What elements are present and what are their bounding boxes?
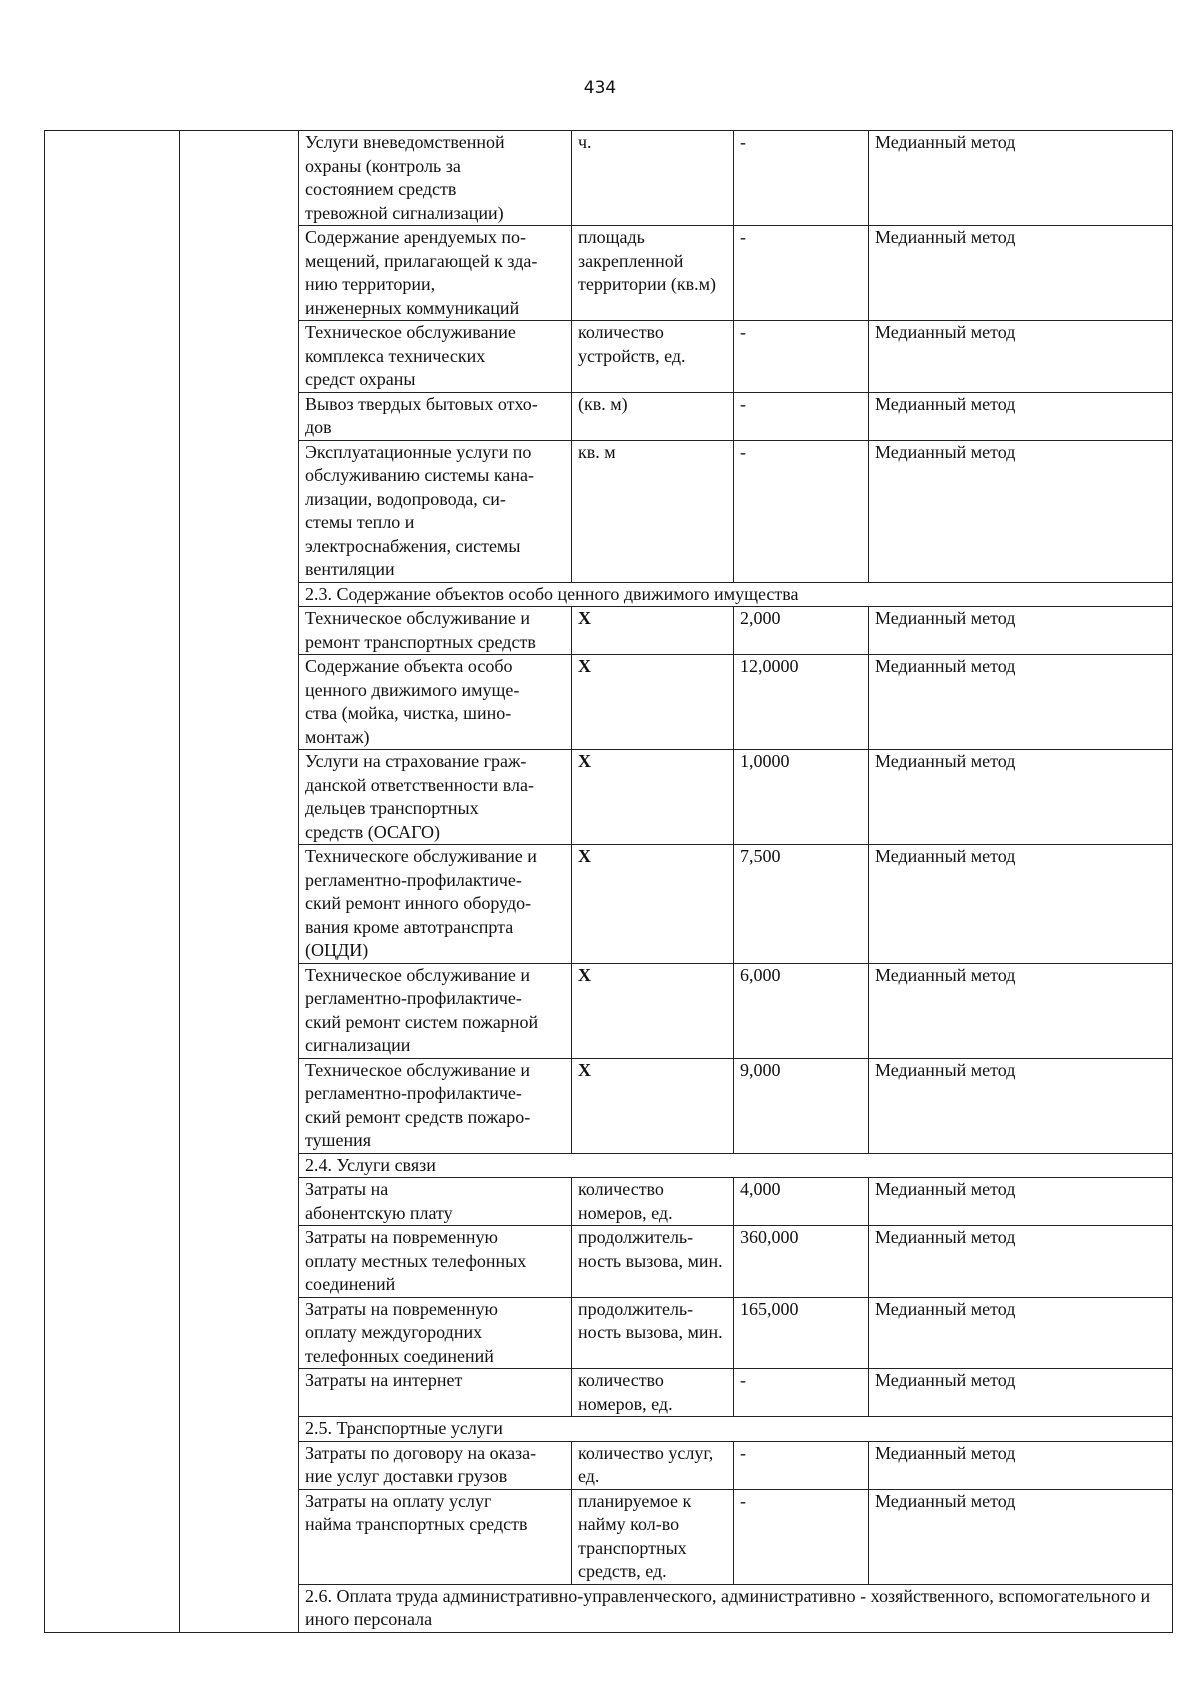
service-name-cell	[299, 607, 572, 655]
table-body	[45, 131, 1173, 1633]
value-cell: -	[734, 392, 869, 440]
unit-cell: продолжитель-ность вызова, мин.	[572, 1226, 734, 1298]
unit-cell: площадь закрепленной территории (кв.м)	[572, 226, 734, 321]
section-title: 2.4. Услуги связи	[299, 1153, 1173, 1178]
unit-cell: Х	[572, 845, 734, 964]
method-cell: Медианный метод	[869, 392, 1173, 440]
value-cell: -	[734, 1489, 869, 1584]
service-name-line: дов	[305, 417, 332, 437]
service-name-line: регламентно-профилактиче-	[305, 988, 522, 1008]
unit-cell: кв. м	[572, 440, 734, 582]
service-name-cell	[299, 1178, 572, 1226]
service-name-cell	[299, 1441, 572, 1489]
unit-cell: Х	[572, 750, 734, 845]
service-name-line: соединений	[305, 1274, 396, 1294]
service-name-line: (ОЦДИ)	[305, 940, 369, 960]
value-cell: 4,000	[734, 1178, 869, 1226]
value-cell: -	[734, 440, 869, 582]
service-name-line: Затраты на интернет	[305, 1370, 463, 1390]
service-name-line: телефонных соединений	[305, 1345, 494, 1366]
value-cell: 165,000	[734, 1297, 869, 1369]
service-name-line: электроснабжения, системы	[305, 535, 521, 556]
value-cell: -	[734, 131, 869, 226]
service-name-line: Содержание арендуемых по-	[305, 227, 526, 247]
service-name-cell	[299, 321, 572, 393]
service-name-line: тревожной сигнализации)	[305, 202, 504, 223]
service-name-line: Техническое обслуживание и	[305, 964, 530, 985]
service-name-line: охраны (контроль за	[305, 155, 461, 176]
service-name-line: ценного движимого имуще-	[305, 679, 520, 700]
service-name-line: оплату междугородних	[305, 1322, 483, 1342]
service-name-line: ский ремонт систем пожарной	[305, 1011, 539, 1032]
service-name-cell	[299, 1058, 572, 1153]
service-name-line: регламентно-профилактиче-	[305, 869, 522, 890]
service-name-line: тушения	[305, 1130, 372, 1150]
method-cell: Медианный метод	[869, 131, 1173, 226]
method-cell: Медианный метод	[869, 226, 1173, 321]
section-title: 2.3. Содержание объектов особо ценного движимого имущества	[299, 582, 1173, 607]
method-cell: Медианный метод	[869, 607, 1173, 655]
unit-cell: Х	[572, 1058, 734, 1153]
service-name-line: Техническое обслуживание	[305, 322, 516, 342]
service-name-line: вания кроме автотранспрта	[305, 916, 514, 937]
method-cell: Медианный метод	[869, 750, 1173, 845]
value-cell: -	[734, 1441, 869, 1489]
unit-cell: Х	[572, 607, 734, 655]
service-name-line: средств (ОСАГО)	[305, 821, 441, 842]
service-name-line: данской ответственности вла-	[305, 774, 534, 795]
method-cell: Медианный метод	[869, 1489, 1173, 1584]
method-cell: Медианный метод	[869, 440, 1173, 582]
service-name-line: монтаж)	[305, 726, 370, 747]
method-cell: Медианный метод	[869, 963, 1173, 1058]
service-name-cell	[299, 392, 572, 440]
unit-cell: ч.	[572, 131, 734, 226]
service-name-cell	[299, 655, 572, 750]
service-name-line: Вывоз твердых бытовых отхо-	[305, 393, 538, 414]
unit-cell: количество номеров, ед.	[572, 1178, 734, 1226]
service-name-line: оплату местных телефонных	[305, 1250, 527, 1271]
service-name-line: Техническоге обслуживание и	[305, 846, 537, 866]
service-name-line: ремонт транспортных средств	[305, 631, 536, 652]
service-name-line: абонентскую плату	[305, 1202, 453, 1223]
value-cell: 9,000	[734, 1058, 869, 1153]
service-name-line: дельцев транспортных	[305, 798, 479, 818]
service-name-cell	[299, 845, 572, 964]
value-cell: -	[734, 226, 869, 321]
service-name-line: нию территории,	[305, 274, 436, 294]
service-name-line: ние услуг доставки грузов	[305, 1466, 508, 1486]
service-name-cell	[299, 440, 572, 582]
service-name-cell	[299, 131, 572, 226]
service-name-line: Техническое обслуживание и	[305, 1059, 530, 1080]
service-name-line: Затраты на повременную	[305, 1298, 498, 1319]
service-name-line: сигнализации	[305, 1035, 411, 1055]
unit-cell: количество услуг, ед.	[572, 1441, 734, 1489]
service-name-line: Затраты по договору на оказа-	[305, 1442, 537, 1463]
service-name-line: Услуги на страхование граж-	[305, 751, 527, 771]
table-row	[45, 131, 1173, 226]
unit-cell: продолжитель-ность вызова, мин.	[572, 1297, 734, 1369]
service-name-line: инженерных коммуникаций	[305, 297, 520, 318]
value-cell: 7,500	[734, 845, 869, 964]
value-cell: 2,000	[734, 607, 869, 655]
service-name-cell	[299, 963, 572, 1058]
left-col-1	[45, 131, 180, 1633]
value-cell: 1,0000	[734, 750, 869, 845]
value-cell: 360,000	[734, 1226, 869, 1298]
service-name-line: Услуги вневедомственной	[305, 132, 505, 152]
service-name-line: вентиляции	[305, 559, 395, 579]
left-col-2	[180, 131, 299, 1633]
service-name-cell	[299, 750, 572, 845]
service-name-cell	[299, 226, 572, 321]
service-name-cell	[299, 1226, 572, 1298]
service-name-line: Техническое обслуживание и	[305, 608, 530, 628]
unit-cell: (кв. м)	[572, 392, 734, 440]
method-cell: Медианный метод	[869, 1226, 1173, 1298]
service-name-line: ства (мойка, чистка, шино-	[305, 703, 512, 723]
service-name-line: состоянием средств	[305, 179, 457, 199]
unit-cell: количество номеров, ед.	[572, 1369, 734, 1417]
service-name-line: найма транспортных средств	[305, 1514, 528, 1534]
service-name-line: комплекса технических	[305, 345, 486, 366]
cost-norms-table	[44, 130, 1173, 1633]
page-number: 434	[583, 78, 617, 98]
section-title: 2.6. Оплата труда административно-управленческого, административно - хозяйственного, вспомогательного и иного персонала	[299, 1584, 1173, 1632]
service-name-line: Затраты на	[305, 1179, 389, 1199]
service-name-line: средст охраны	[305, 369, 416, 389]
service-name-line: Затраты на повременную	[305, 1227, 498, 1247]
section-title: 2.5. Транспортные услуги	[299, 1417, 1173, 1442]
method-cell: Медианный метод	[869, 1297, 1173, 1369]
service-name-line: регламентно-профилактиче-	[305, 1083, 522, 1103]
service-name-line: стемы тепло и	[305, 512, 415, 532]
method-cell: Медианный метод	[869, 1369, 1173, 1417]
method-cell: Медианный метод	[869, 1441, 1173, 1489]
service-name-line: ский ремонт средств пожаро-	[305, 1106, 531, 1127]
service-name-line: мещений, прилагающей к зда-	[305, 250, 538, 271]
method-cell: Медианный метод	[869, 845, 1173, 964]
method-cell: Медианный метод	[869, 321, 1173, 393]
service-name-line: Эксплуатационные услуги по	[305, 441, 532, 462]
service-name-line: обслуживанию системы кана-	[305, 465, 534, 485]
unit-cell: количество устройств, ед.	[572, 321, 734, 393]
value-cell: 6,000	[734, 963, 869, 1058]
unit-cell: планируемое к найму кол-во транспортных средств, ед.	[572, 1489, 734, 1584]
method-cell: Медианный метод	[869, 1178, 1173, 1226]
value-cell: -	[734, 321, 869, 393]
unit-cell: Х	[572, 963, 734, 1058]
unit-cell: Х	[572, 655, 734, 750]
service-name-cell	[299, 1297, 572, 1369]
value-cell: -	[734, 1369, 869, 1417]
service-name-line: Содержание объекта особо	[305, 656, 513, 676]
value-cell: 12,0000	[734, 655, 869, 750]
method-cell: Медианный метод	[869, 1058, 1173, 1153]
service-name-cell	[299, 1489, 572, 1584]
service-name-line: лизации, водопровода, си-	[305, 488, 506, 509]
service-name-line: Затраты на оплату услуг	[305, 1490, 492, 1511]
method-cell: Медианный метод	[869, 655, 1173, 750]
service-name-cell	[299, 1369, 572, 1417]
service-name-line: ский ремонт инного оборудо-	[305, 893, 532, 913]
